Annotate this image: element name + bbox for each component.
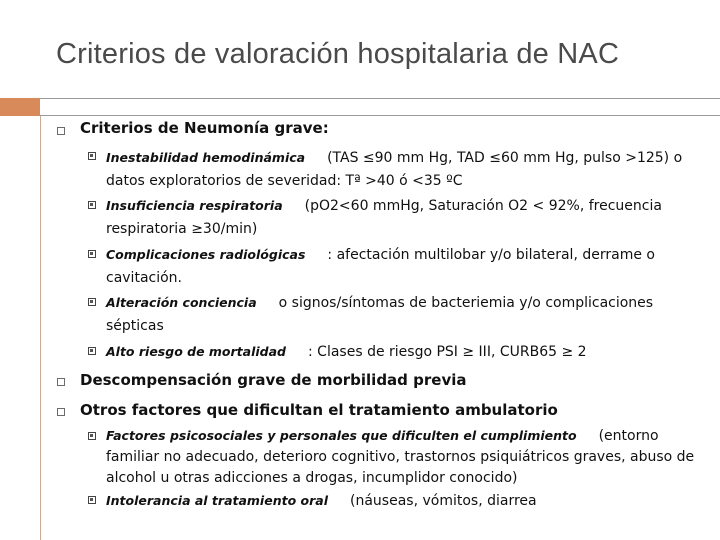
criterion-label: Insuficiencia respiratoria bbox=[106, 198, 283, 213]
bullet-outline-icon bbox=[57, 408, 65, 416]
bullet-level2-item bbox=[106, 291, 696, 338]
bullet-square-icon bbox=[88, 152, 96, 160]
bullet-level2-item bbox=[106, 489, 696, 513]
bullet-level2-item bbox=[106, 425, 696, 489]
criterion-label: Complicaciones radiológicas bbox=[106, 247, 306, 262]
criterion-text: (náuseas, vómitos, diarrea bbox=[350, 493, 537, 509]
bullet-level2-item bbox=[106, 340, 696, 364]
accent-block bbox=[0, 98, 40, 116]
bullet-level2-item bbox=[106, 243, 696, 290]
bullet-square-icon bbox=[88, 496, 96, 504]
bullet-level2-item bbox=[106, 194, 696, 241]
slide-title: Criterios de valoración hospitalaria de NAC bbox=[56, 38, 620, 70]
bullet-level1-item: Descompensación grave de morbilidad previa bbox=[80, 371, 467, 389]
criterion-text: o signos/síntomas de bacteriemia y/o complicaciones sépticas bbox=[106, 295, 654, 334]
bullet-square-icon bbox=[88, 250, 96, 258]
criterion-text: (pO2<60 mmHg, Saturación O2 < 92%, frecuencia respiratoria ≥30/min) bbox=[106, 198, 662, 237]
accent-line bbox=[40, 116, 41, 540]
bullet-outline-icon bbox=[57, 378, 65, 386]
header-divider bbox=[40, 98, 720, 116]
bullet-square-icon bbox=[88, 298, 96, 306]
bullet-level2-item bbox=[106, 146, 696, 193]
criterion-text: (TAS ≤90 mm Hg, TAD ≤60 mm Hg, pulso >125) o datos exploratorios de severidad: Tª >40 ó <35 ºC bbox=[106, 150, 683, 189]
criterion-text: (entorno familiar no adecuado, deterioro cognitivo, trastornos psiquiátricos graves, abuso de alcohol u otras adicciones a drogas, incumplidor conocido) bbox=[106, 428, 695, 486]
criterion-label: Inestabilidad hemodinámica bbox=[106, 150, 306, 165]
criterion-text: : afectación multilobar y/o bilateral, derrame o cavitación. bbox=[106, 247, 655, 286]
bullet-square-icon bbox=[88, 347, 96, 355]
bullet-outline-icon bbox=[57, 127, 65, 135]
bullet-square-icon bbox=[88, 201, 96, 209]
criterion-label: Factores psicosociales y personales que dificulten el cumplimiento bbox=[106, 428, 577, 443]
bullet-level1-item: Criterios de Neumonía grave: bbox=[80, 119, 329, 137]
criterion-label: Alteración conciencia bbox=[106, 295, 257, 310]
criterion-label: Intolerancia al tratamiento oral bbox=[106, 493, 328, 508]
criterion-label: Alto riesgo de mortalidad bbox=[106, 344, 286, 359]
bullet-level1-item: Otros factores que dificultan el tratamiento ambulatorio bbox=[80, 401, 558, 419]
bullet-square-icon bbox=[88, 432, 96, 440]
criterion-text: : Clases de riesgo PSI ≥ III, CURB65 ≥ 2 bbox=[308, 344, 587, 360]
